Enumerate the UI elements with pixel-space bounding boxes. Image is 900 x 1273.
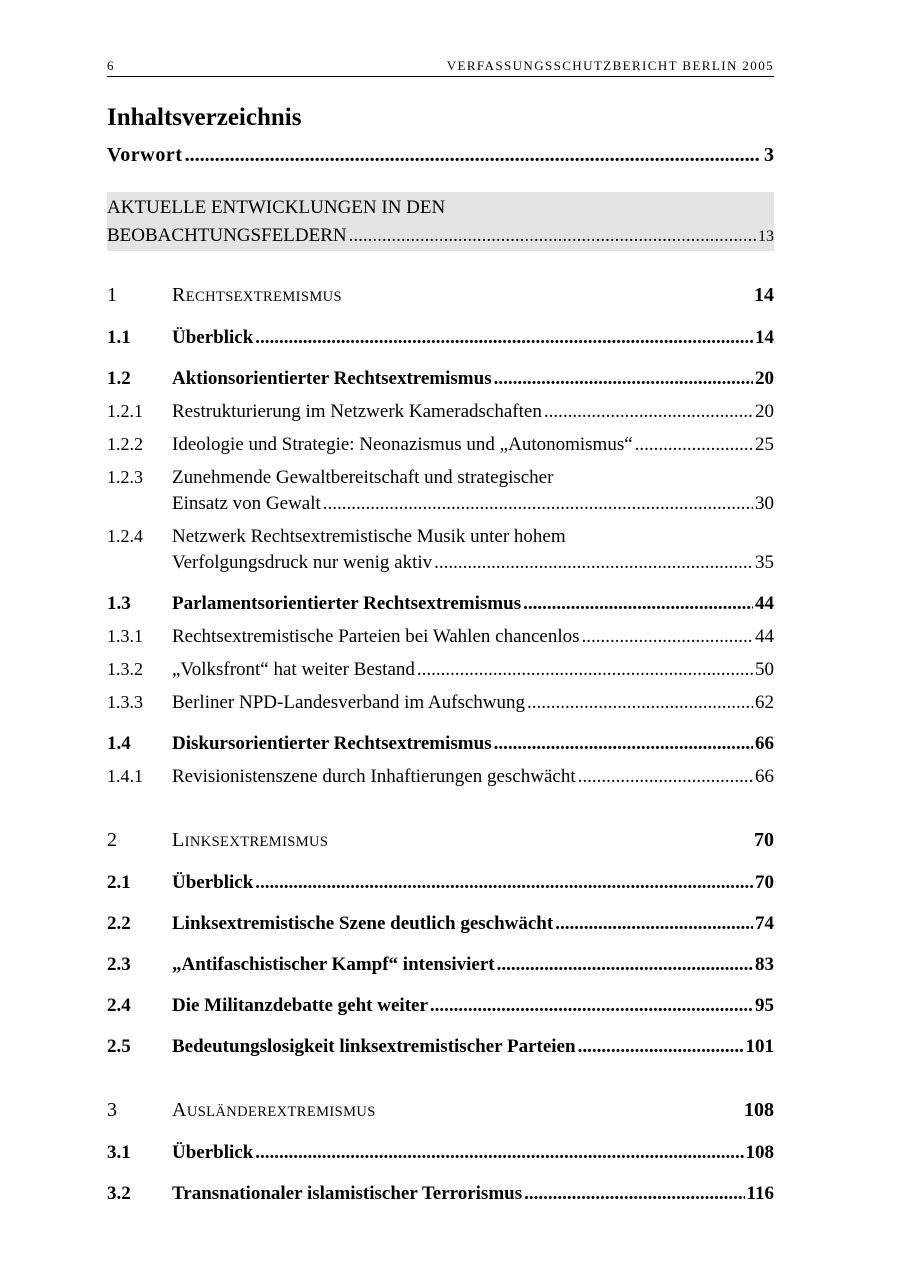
header-page-number: 6 xyxy=(107,58,114,73)
toc-entry-vorwort[interactable] xyxy=(107,141,774,169)
entry-number: 1.2 xyxy=(107,368,131,389)
chapter-number: 3 xyxy=(107,1099,117,1121)
dot-leader xyxy=(349,222,756,250)
entry-page: 83 xyxy=(755,954,774,975)
entry-number: 1.2.2 xyxy=(107,434,143,454)
entry-page: 30 xyxy=(755,493,774,514)
entry-title-continued: Einsatz von Gewalt xyxy=(172,493,321,514)
entry-title: Überblick xyxy=(172,1142,254,1163)
entry-page: 20 xyxy=(755,401,774,422)
section-heading-line2: BEOBACHTUNGSFELDERN xyxy=(107,225,347,246)
entry-page: 62 xyxy=(755,692,774,713)
entry-number: 3.1 xyxy=(107,1142,131,1163)
entry-page: 50 xyxy=(755,659,774,680)
chapter-number: 1 xyxy=(107,284,117,306)
toc-entry[interactable] xyxy=(107,366,774,392)
chapter-page: 108 xyxy=(744,1099,774,1121)
entry-number: 1.2.1 xyxy=(107,401,143,421)
toc-entry[interactable] xyxy=(107,689,774,716)
entry-page: 108 xyxy=(745,1142,774,1163)
entry-number: 1.3.3 xyxy=(107,692,143,712)
dot-leader xyxy=(255,1140,743,1166)
entry-title-continued: Verfolgungsdruck nur wenig aktiv xyxy=(172,552,433,573)
toc-entry[interactable] xyxy=(107,431,774,458)
entry-number: 2.4 xyxy=(107,995,131,1016)
toc-entry[interactable] xyxy=(107,325,774,351)
entry-title: Berliner NPD-Landesverband im Aufschwung xyxy=(172,692,526,713)
dot-leader xyxy=(578,764,753,790)
toc-entry[interactable] xyxy=(107,656,774,683)
dot-leader xyxy=(323,491,753,517)
dot-leader xyxy=(582,624,753,650)
toc-entry[interactable] xyxy=(107,911,774,937)
section-heading-box[interactable] xyxy=(107,192,774,251)
toc-entry[interactable] xyxy=(107,1181,774,1207)
entry-number: 3.2 xyxy=(107,1183,131,1204)
toc-entry[interactable] xyxy=(107,523,774,576)
dot-leader xyxy=(635,432,753,458)
entry-page: 95 xyxy=(755,995,774,1016)
chapter-heading[interactable] xyxy=(107,827,774,855)
entry-title: „Volksfront“ hat weiter Bestand xyxy=(172,659,415,680)
toc-entry[interactable] xyxy=(107,1140,774,1166)
toc-entry[interactable] xyxy=(107,952,774,978)
dot-leader xyxy=(523,591,753,617)
dot-leader xyxy=(578,1034,744,1060)
entry-number: 1.4.1 xyxy=(107,766,143,786)
running-header xyxy=(107,58,774,77)
entry-page: 66 xyxy=(755,733,774,754)
entry-number: 1.1 xyxy=(107,327,131,348)
entry-number: 1.3.2 xyxy=(107,659,143,679)
header-running-title: VERFASSUNGSSCHUTZBERICHT BERLIN 2005 xyxy=(446,58,774,73)
chapter-page: 14 xyxy=(754,284,774,306)
entry-page: 66 xyxy=(755,766,774,787)
entry-number: 1.3.1 xyxy=(107,626,143,646)
toc-entry[interactable] xyxy=(107,464,774,517)
dot-leader xyxy=(434,550,753,576)
dot-leader xyxy=(255,325,753,351)
toc-chapters xyxy=(107,282,774,1207)
dot-leader xyxy=(494,366,753,392)
toc-entry[interactable] xyxy=(107,993,774,1019)
entry-page: 35 xyxy=(755,552,774,573)
chapter-title: AUSLÄNDEREXTREMISMUS xyxy=(172,1099,376,1121)
section-heading-line1: AKTUELLE ENTWICKLUNGEN IN DEN xyxy=(107,197,446,218)
entry-title: Parlamentsorientierter Rechtsextremismus xyxy=(172,593,522,614)
toc-entry[interactable] xyxy=(107,870,774,896)
entry-title: Revisionistenszene durch Inhaftierungen geschwächt xyxy=(172,766,576,787)
entry-title: Transnationaler islamistischer Terrorismus xyxy=(172,1183,523,1204)
entry-title: Überblick xyxy=(172,872,254,893)
toc-entry[interactable] xyxy=(107,1034,774,1060)
entry-page: 44 xyxy=(755,626,774,647)
dot-leader xyxy=(494,731,753,757)
entry-title: Linksextremistische Szene deutlich geschwächt xyxy=(172,913,554,934)
vorwort-label: Vorwort xyxy=(107,144,183,166)
entry-page: 74 xyxy=(755,913,774,934)
toc-page xyxy=(107,58,774,1207)
entry-number: 2.1 xyxy=(107,872,131,893)
dot-leader xyxy=(185,141,760,169)
entry-page: 70 xyxy=(755,872,774,893)
dot-leader xyxy=(497,952,753,978)
dot-leader xyxy=(544,399,753,425)
vorwort-page: 3 xyxy=(764,144,774,166)
entry-title: Diskursorientierter Rechtsextremismus xyxy=(172,733,492,754)
toc-entry[interactable] xyxy=(107,763,774,790)
entry-number: 1.3 xyxy=(107,593,131,614)
dot-leader xyxy=(527,690,753,716)
entry-number: 2.2 xyxy=(107,913,131,934)
dot-leader xyxy=(430,993,753,1019)
toc-entry[interactable] xyxy=(107,623,774,650)
chapter-title: LINKSEXTREMISMUS xyxy=(172,829,329,851)
entry-title: Zunehmende Gewaltbereitschaft und strategischer xyxy=(172,467,554,488)
entry-title: Bedeutungslosigkeit linksextremistischer Parteien xyxy=(172,1036,576,1057)
dot-leader xyxy=(417,657,753,683)
entry-page: 101 xyxy=(745,1036,774,1057)
entry-page: 116 xyxy=(746,1183,774,1204)
dot-leader xyxy=(524,1181,744,1207)
toc-entry[interactable] xyxy=(107,731,774,757)
entry-number: 2.5 xyxy=(107,1036,131,1057)
chapter-page: 70 xyxy=(754,829,774,851)
toc-entry[interactable] xyxy=(107,398,774,425)
section-page: 13 xyxy=(758,228,774,245)
toc-entry[interactable] xyxy=(107,591,774,617)
entry-title: Ideologie und Strategie: Neonazismus und „Autonomismus“ xyxy=(172,434,633,455)
entry-title: Überblick xyxy=(172,327,254,348)
entry-title: Aktionsorientierter Rechtsextremismus xyxy=(172,368,492,389)
chapter-heading[interactable] xyxy=(107,1097,774,1125)
entry-number: 1.2.4 xyxy=(107,526,143,546)
entry-page: 44 xyxy=(755,593,774,614)
entry-title: Rechtsextremistische Parteien bei Wahlen chancenlos xyxy=(172,626,580,647)
dot-leader xyxy=(555,911,753,937)
chapter-heading[interactable] xyxy=(107,282,774,310)
entry-number: 2.3 xyxy=(107,954,131,975)
chapter-title: RECHTSEXTREMISMUS xyxy=(172,284,342,306)
entry-page: 14 xyxy=(755,327,774,348)
page-title: Inhaltsverzeichnis xyxy=(107,104,302,131)
entry-number: 1.2.3 xyxy=(107,467,143,487)
entry-title: Restrukturierung im Netzwerk Kameradschaften xyxy=(172,401,542,422)
entry-title: Netzwerk Rechtsextremistische Musik unter hohem xyxy=(172,526,566,547)
entry-number: 1.4 xyxy=(107,733,131,754)
chapter-number: 2 xyxy=(107,829,117,851)
entry-page: 20 xyxy=(755,368,774,389)
entry-title: „Antifaschistischer Kampf“ intensiviert xyxy=(172,954,495,975)
entry-title: Die Militanzdebatte geht weiter xyxy=(172,995,428,1016)
entry-page: 25 xyxy=(755,434,774,455)
dot-leader xyxy=(255,870,753,896)
